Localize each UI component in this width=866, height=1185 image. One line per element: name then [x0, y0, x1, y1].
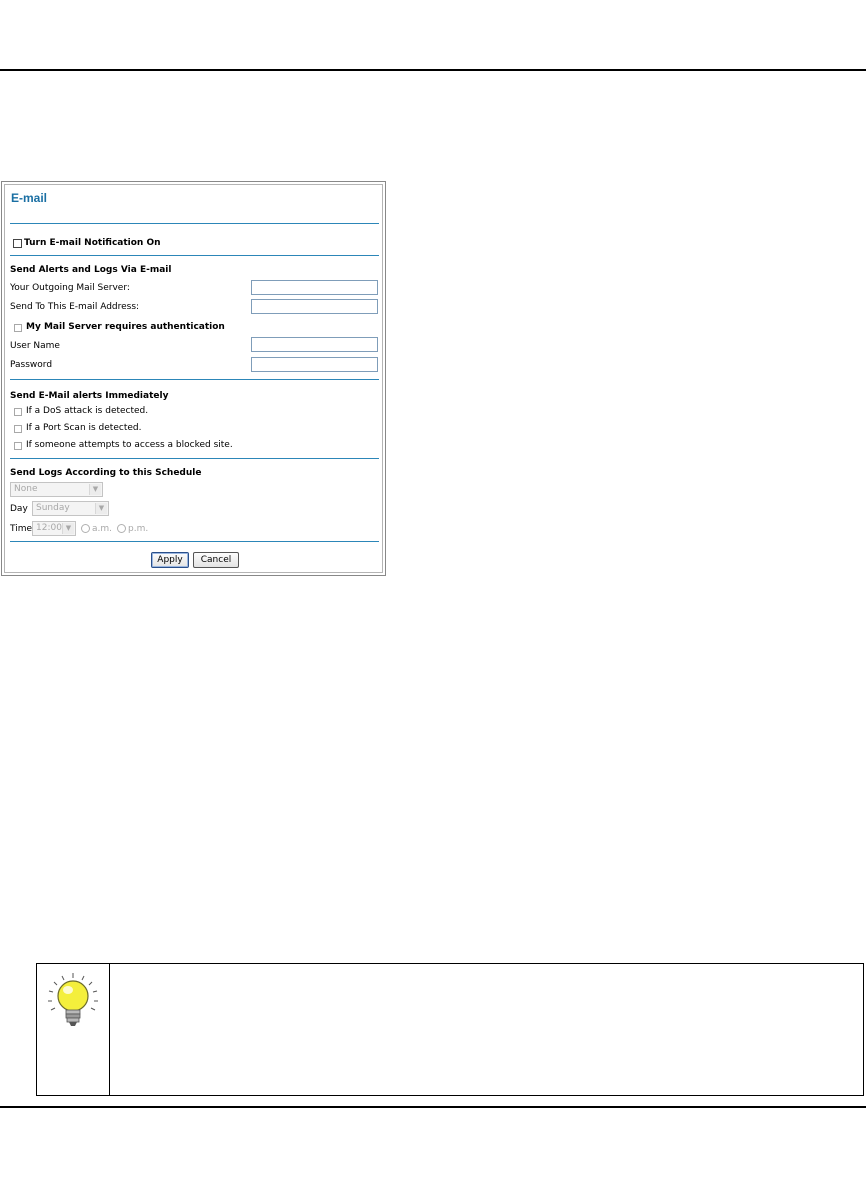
notification-checkbox[interactable]	[13, 239, 22, 248]
blocked-site-checkbox[interactable]	[14, 442, 22, 450]
day-select[interactable]	[32, 501, 109, 516]
time-label: Time	[10, 524, 33, 534]
cancel-button[interactable]: Cancel	[193, 552, 239, 568]
am-radio[interactable]	[81, 524, 90, 533]
section-separator	[10, 255, 379, 256]
section-separator	[10, 458, 379, 459]
username-input[interactable]	[251, 337, 378, 352]
port-scan-checkbox[interactable]	[14, 425, 22, 433]
notification-label: Turn E-mail Notification On	[24, 238, 161, 248]
section-separator	[10, 541, 379, 542]
frequency-select[interactable]	[10, 482, 103, 497]
alerts-heading: Send Alerts and Logs Via E-mail	[10, 265, 172, 275]
auth-label: My Mail Server requires authentication	[26, 322, 225, 332]
lightbulb-icon	[45, 972, 101, 1030]
send-to-input[interactable]	[251, 299, 378, 314]
dos-label: If a DoS attack is detected.	[26, 406, 149, 416]
dos-checkbox[interactable]	[14, 408, 22, 416]
port-scan-label: If a Port Scan is detected.	[26, 423, 142, 433]
day-value: Sunday	[36, 503, 70, 513]
password-label: Password	[10, 360, 53, 370]
tip-box	[36, 963, 864, 1096]
time-select[interactable]	[32, 521, 76, 536]
auth-checkbox[interactable]	[14, 324, 22, 332]
password-input[interactable]	[251, 357, 378, 372]
day-label: Day	[10, 504, 28, 514]
chevron-down-icon: ▼	[95, 503, 107, 514]
tip-divider	[109, 964, 110, 1095]
pm-radio[interactable]	[117, 524, 126, 533]
chevron-down-icon: ▼	[89, 484, 101, 495]
blocked-site-label: If someone attempts to access a blocked site.	[26, 440, 233, 450]
send-to-label: Send To This E-mail Address:	[10, 302, 140, 312]
header-rule	[0, 69, 866, 71]
section-separator	[10, 223, 379, 224]
frequency-value: None	[14, 484, 38, 494]
panel-title: E-mail	[11, 191, 48, 205]
outgoing-server-label: Your Outgoing Mail Server:	[10, 283, 130, 293]
pm-label: p.m.	[128, 524, 149, 534]
chevron-down-icon: ▼	[62, 523, 74, 534]
apply-button[interactable]: Apply	[151, 552, 189, 568]
email-settings-screenshot	[1, 181, 386, 576]
username-label: User Name	[10, 341, 60, 351]
outgoing-server-input[interactable]	[251, 280, 378, 295]
schedule-heading: Send Logs According to this Schedule	[10, 468, 202, 478]
section-separator	[10, 379, 379, 380]
footer-rule	[0, 1106, 866, 1108]
time-value: 12:00	[36, 523, 62, 533]
am-label: a.m.	[92, 524, 113, 534]
immediate-heading: Send E-Mail alerts Immediately	[10, 391, 169, 401]
email-settings-panel	[4, 184, 383, 573]
